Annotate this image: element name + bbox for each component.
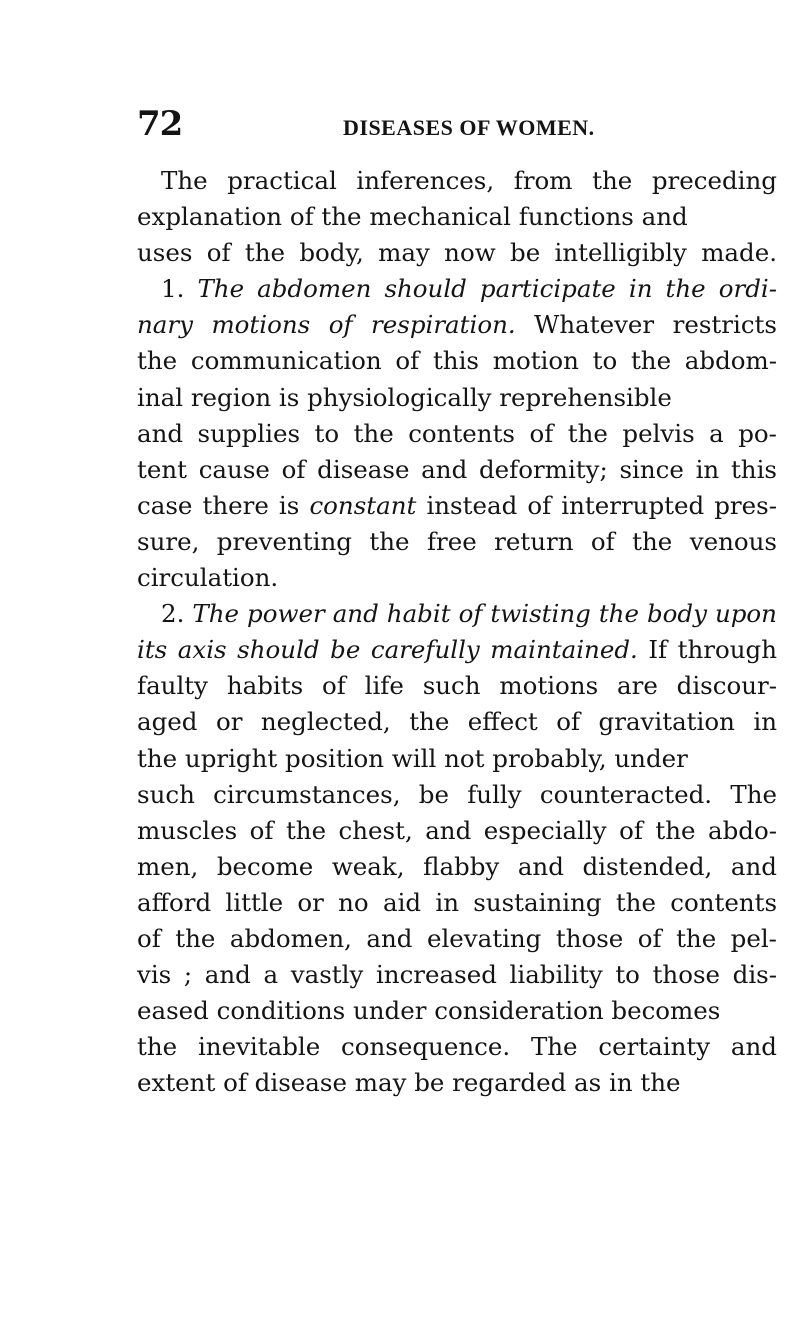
body-text bbox=[137, 163, 777, 1101]
text-line: men, become weak, flabby and distended, and bbox=[137, 851, 777, 881]
text-line: sure, preventing the free return of the venous bbox=[137, 526, 777, 556]
text-line: and supplies to the contents of the pelvis a po- bbox=[137, 418, 777, 448]
text-line: muscles of the chest, and especially of the abdo- bbox=[137, 815, 777, 845]
text-line: explanation of the mechanical functions and bbox=[137, 202, 688, 232]
text-line: circulation. bbox=[137, 563, 279, 593]
text-line: nary motions of respiration. Whatever restricts bbox=[137, 310, 777, 340]
text-line: aged or neglected, the effect of gravitation in bbox=[137, 707, 777, 737]
text-line: the communication of this motion to the abdom- bbox=[137, 346, 778, 376]
text-line: uses of the body, may now be intelligibly made. bbox=[137, 238, 777, 268]
text-line: afford little or no aid in sustaining the contents bbox=[137, 887, 778, 917]
text-line: the inevitable consequence. The certainty and bbox=[137, 1032, 777, 1062]
text-line: The practical inferences, from the preceding bbox=[161, 166, 777, 195]
text-line: extent of disease may be regarded as in the bbox=[137, 1068, 681, 1098]
text-line: the upright position will not probably, under bbox=[137, 743, 688, 773]
text-line: 2. The power and habit of twisting the body upon bbox=[161, 599, 777, 629]
text-line: vis ; and a vastly increased liability to those dis- bbox=[137, 960, 778, 990]
page-header bbox=[137, 102, 777, 152]
text-line: its axis should be carefully maintained. If through bbox=[137, 635, 777, 665]
text-line: inal region is physiologically reprehensible bbox=[137, 382, 672, 412]
text-line: faulty habits of life such motions are discour- bbox=[137, 671, 777, 701]
text-line: eased conditions under consideration becomes bbox=[137, 996, 721, 1026]
text-line: tent cause of disease and deformity; since in this bbox=[137, 454, 777, 484]
text-line: case there is constant instead of interrupted pres- bbox=[137, 490, 777, 520]
text-line: of the abdomen, and elevating those of the pel- bbox=[137, 923, 777, 953]
text-line: such circumstances, be fully counteracted. The bbox=[137, 779, 777, 809]
text-line: 1. The abdomen should participate in the ordi- bbox=[161, 274, 777, 304]
running-head: DISEASES OF WOMEN. bbox=[343, 115, 595, 140]
page-number: 72 bbox=[137, 104, 183, 144]
